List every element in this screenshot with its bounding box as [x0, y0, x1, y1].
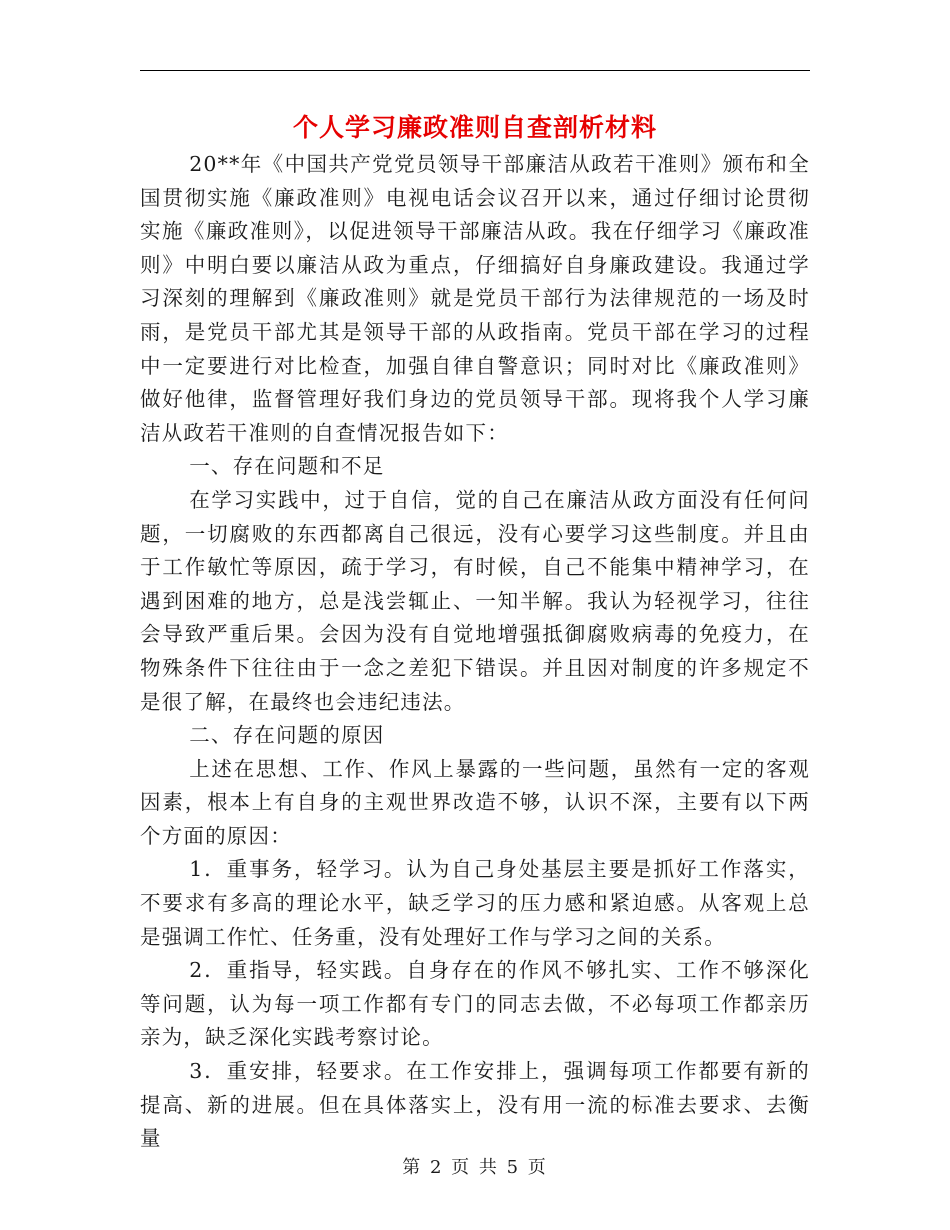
intro-paragraph: 20**年《中国共产党党员领导干部廉洁从政若干准则》颁布和全国贯彻实施《廉政准则》电视电话会议召开以来，通过仔细讨论贯彻实施《廉政准则》，以促进领导干部廉洁从政。我在仔细学习《廉政准则》中明白要以廉洁从政为重点，仔细搞好自身廉政建设。我通过学习深刻的理解到《廉政准则》就是党员干部行为法律规范的一场及时雨，是党员干部尤其是领导干部的从政指南。党员干部在学习的过程中一定要进行对比检查，加强自律自警意识；同时对比《廉政准则》做好他律，监督管理好我们身边的党员领导干部。现将我个人学习廉洁从政若干准则的自查情况报告如下：	[140, 152, 810, 445]
cause-item-2: 2．重指导，轻实践。自身存在的作风不够扎实、工作不够深化等问题，认为每一项工作都有专门的同志去做，不必每项工作都亲历亲为，缺乏深化实践考察讨论。	[140, 958, 810, 1050]
document-title: 个人学习廉政准则自查剖析材料	[292, 113, 657, 142]
document-body	[140, 148, 810, 1156]
problems-paragraph: 在学习实践中，过于自信，觉的自己在廉洁从政方面没有任何问题，一切腐败的东西都离自己很远，没有心要学习这些制度。并且由于工作敏忙等原因，疏于学习，有时候，自己不能集中精神学习，在遇到困难的地方，总是浅尝辄止、一知半解。我认为轻视学习，往往会导致严重后果。会因为没有自觉地增强抵御腐败病毒的免疫力，在物殊条件下往往由于一念之差犯下错误。并且因对制度的许多规定不是很了解，在最终也会违纪违法。	[140, 487, 810, 714]
page-footer: 第 2 页 共 5 页	[402, 1157, 548, 1178]
header-rule	[140, 70, 810, 71]
causes-paragraph: 上述在思想、工作、作风上暴露的一些问题，虽然有一定的客观因素，根本上有自身的主观世界改造不够，认识不深，主要有以下两个方面的原因：	[140, 756, 810, 848]
cause-item-3: 3．重安排，轻要求。在工作安排上，强调每项工作都要有新的提高、新的进展。但在具体落实上，没有用一流的标准去要求、去衡量	[140, 1059, 810, 1151]
cause-item-1: 1．重事务，轻学习。认为自己身处基层主要是抓好工作落实，不要求有多高的理论水平，缺乏学习的压力感和紧迫感。从客观上总是强调工作忙、任务重，没有处理好工作与学习之间的关系。	[140, 857, 810, 949]
section-heading-problems: 一、存在问题和不足	[189, 454, 385, 479]
section-heading-causes: 二、存在问题的原因	[189, 723, 385, 748]
